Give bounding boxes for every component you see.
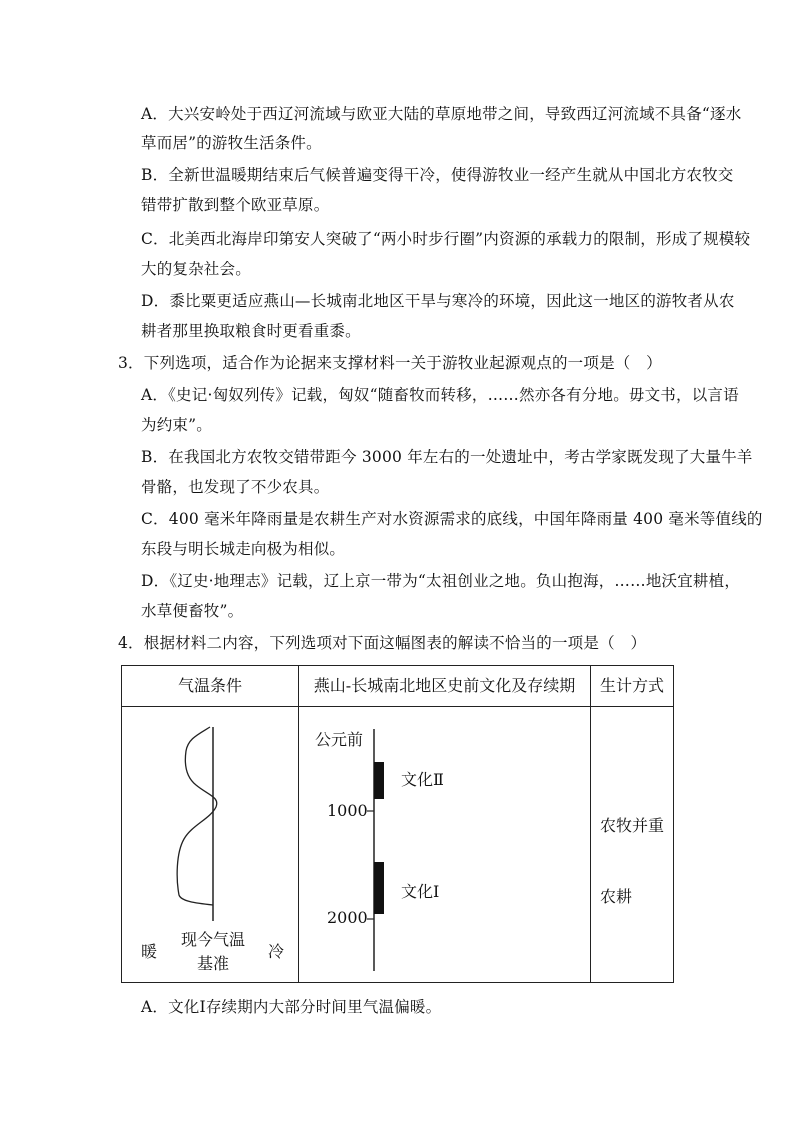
q2-option-d-line2: 耕者那里换取粮食时更看重黍。 (141, 322, 361, 340)
q3-option-a-line1: A．《史记·匈奴列传》记载，匈奴“随畜牧而转移，……然亦各有分地。毋文书，以言语 (141, 386, 739, 404)
warm-label: 暖 (141, 942, 158, 961)
q3-stem: 3．下列选项，适合作为论据来支撑材料一关于游牧业起源观点的一项是（ ） (118, 354, 662, 372)
q2-option-c-line2: 大的复杂社会。 (141, 260, 251, 278)
baseline-label-2: 基准 (197, 954, 230, 973)
q3-option-a-line2: 为约束”。 (141, 416, 212, 434)
livelihood-farming: 农耕 (600, 887, 633, 906)
q3-option-d-line2: 水草便畜牧”。 (141, 602, 244, 620)
origin-label: 公元前 (315, 730, 364, 749)
header-temperature: 气温条件 (122, 666, 299, 707)
q4-stem: 4．根据材料二内容，下列选项对下面这幅图表的解读不恰当的一项是（ ） (118, 634, 647, 652)
q3-option-c-line1: C．400 毫米年降雨量是农耕生产对水资源需求的底线，中国年降雨量 400 毫米等值线的 (141, 510, 763, 528)
q4-option-a: A．文化Ⅰ存续期内大部分时间里气温偏暖。 (141, 998, 442, 1016)
climate-culture-table (121, 665, 674, 983)
q2-option-d-line1: D．黍比粟更适应燕山—长城南北地区干旱与寒冷的环境，因此这一地区的游牧者从农 (141, 292, 735, 310)
q3-option-b-line1: B．在我国北方农牧交错带距今 3000 年左右的一处遗址中，考古学家既发现了大量牛羊 (141, 448, 753, 466)
q2-option-a-line1: A．大兴安岭处于西辽河流域与欧亚大陆的草原地带之间，导致西辽河流域不具备“逐水 (141, 105, 742, 123)
culture1-duration-bar (374, 862, 384, 914)
header-livelihood: 生计方式 (591, 666, 674, 707)
livelihood-mixed: 农牧并重 (600, 816, 665, 835)
culture2-label: 文化Ⅱ (401, 770, 444, 789)
q3-option-b-line2: 骨骼，也发现了不少农具。 (141, 478, 330, 496)
culture2-duration-bar (374, 762, 384, 799)
timeline-cell (299, 707, 591, 983)
q2-option-b-line1: B．全新世温暖期结束后气候普遍变得干冷，使得游牧业一经产生就从中国北方农牧交 (141, 166, 734, 184)
q3-option-d-line1: D．《辽史·地理志》记载，辽上京一带为“太祖创业之地。负山抱海，……地沃宜耕植， (141, 572, 741, 590)
q2-option-c-line1: C．北美西北海岸印第安人突破了“两小时步行圈”内资源的承载力的限制，形成了规模较 (141, 230, 751, 248)
temperature-curve (177, 727, 217, 905)
tick-label-1000: 1000 (327, 801, 368, 820)
culture1-label: 文化Ⅰ (401, 882, 440, 901)
cold-label: 冷 (268, 942, 285, 961)
baseline-label-1: 现今气温 (181, 930, 246, 949)
q2-option-b-line2: 错带扩散到整个欧亚草原。 (141, 196, 330, 214)
header-cultures: 燕山-长城南北地区史前文化及存续期 (299, 666, 591, 707)
q3-option-c-line2: 东段与明长城走向极为相似。 (141, 540, 346, 558)
q2-option-a-line2: 草而居”的游牧生活条件。 (141, 134, 322, 152)
livelihood-cell (591, 707, 674, 983)
tick-label-2000: 2000 (327, 908, 368, 927)
temperature-cell (122, 707, 299, 983)
